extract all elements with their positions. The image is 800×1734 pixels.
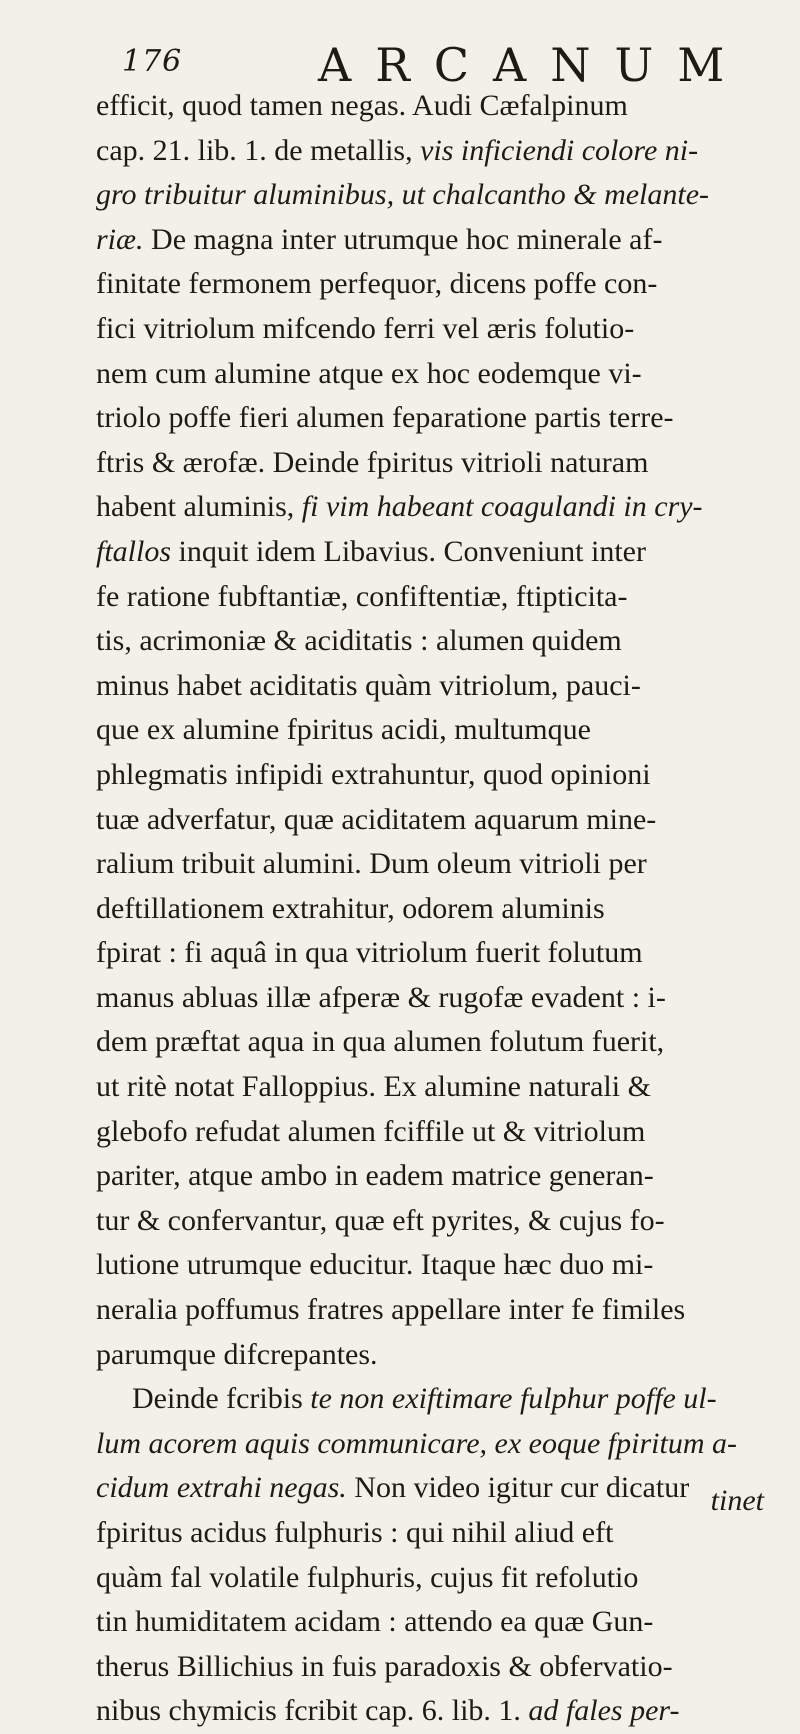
roman-text: neralia poffumus fratres appellare inter fe fimiles [96,1293,686,1327]
text-line [96,1333,778,1378]
roman-text: tin humiditatem acidam : attendo ea quæ Gun- [96,1605,654,1639]
catchword: tinet [710,1484,764,1517]
roman-text: manus abluas illæ afperæ & rugofæ evadent : i- [96,980,666,1014]
text-line [96,218,778,263]
text-line [96,1288,778,1333]
text-line [96,129,778,174]
text-line [96,1422,778,1467]
roman-text: finitate fermonem perfequor, dicens poffe con- [96,267,658,301]
italic-text: cidum extrahi negas. [96,1471,347,1505]
roman-text: tis, acrimoniæ & aciditatis : alumen quidem [96,624,622,658]
page-number: 176 [122,44,183,79]
roman-text: fici vitriolum mifcendo ferri vel æris folutio- [96,311,635,345]
text-line [96,84,778,129]
text-line [96,1110,778,1155]
text-line [96,485,778,530]
text-line [96,575,778,620]
text-line [96,1065,778,1110]
text-line [96,307,778,352]
roman-text: ralium tribuit alumini. Dum oleum vitrioli per [96,847,647,881]
running-head: ARCANUM [318,38,749,92]
roman-text: nem cum alumine atque ex hoc eodemque vi- [96,356,642,390]
text-line [96,352,778,397]
italic-text: gro tribuitur aluminibus, ut chalcantho & melante- [96,178,710,212]
roman-text: fpiritus acidus fulphuris : qui nihil aliud eft [96,1516,614,1549]
text-line [96,887,778,932]
roman-text: fpirat : fi aquâ in qua vitriolum fuerit folutum [96,936,643,970]
roman-text: inquit idem Libavius. Conveniunt inter [171,534,646,568]
roman-text: cap. 21. lib. 1. de metallis, [96,133,421,167]
text-line [96,1243,778,1288]
roman-text: triolo poffe fieri alumen feparatione partis terre- [96,401,674,435]
roman-text: ftris & ærofæ. Deinde fpiritus vitrioli naturam [96,445,649,479]
text-line [96,931,778,976]
text-line [96,1600,778,1645]
text-line [96,1511,778,1556]
text-line [96,530,778,575]
roman-text: ut ritè notat Falloppius. Ex alumine naturali & [96,1070,651,1104]
roman-text: therus Billichius in fuis paradoxis & obfervatio- [96,1649,673,1683]
roman-text: deftillationem extrahitur, odorem aluminis [96,891,605,925]
roman-text: glebofo refudat alumen fciffile ut & vitriolum [96,1114,646,1148]
roman-text: Deinde fcribis [132,1382,311,1416]
roman-text: minus habet aciditatis quàm vitriolum, pauci- [96,668,641,702]
text-line [96,396,778,441]
text-line [96,976,778,1021]
italic-text: ftallos [96,534,172,568]
text-line [96,753,778,798]
text-line [96,173,778,218]
italic-text: ad fales per- [528,1694,680,1728]
italic-text: lum acorem aquis communicare, ex eoque fpiritum a- [96,1426,737,1460]
text-line [96,1020,778,1065]
text-line [96,1154,778,1199]
roman-text: habent aluminis, [96,490,302,524]
roman-text: tur & confervantur, quæ eft pyrites, & cujus fo- [96,1203,665,1237]
text-line [96,1556,778,1601]
italic-text: te non exiftimare fulphur poffe ul- [310,1382,717,1416]
text-line [96,262,778,307]
text-line [96,441,778,486]
text-line [96,1466,778,1511]
text-line [96,1199,778,1244]
italic-text: vis inficiendi colore ni- [420,133,699,167]
text-line [96,1689,778,1734]
roman-text: De magna inter utrumque hoc minerale af- [143,222,663,256]
roman-text: phlegmatis infipidi extrahuntur, quod opinioni [96,757,651,791]
roman-text: quàm fal volatile fulphuris, cujus fit refolutio [96,1560,639,1594]
text-line [96,1645,778,1690]
text-line [96,798,778,843]
roman-text: tuæ adverfatur, quæ aciditatem aquarum mine- [96,802,657,836]
roman-text: efficit, quod tamen negas. Audi Cæfalpinum [96,89,628,122]
text-line [96,842,778,887]
text-line [96,664,778,709]
roman-text: pariter, atque ambo in eadem matrice generan- [96,1159,654,1193]
italic-text: riæ. [96,222,144,256]
roman-text: lutione utrumque educitur. Itaque hæc duo mi- [96,1248,654,1282]
roman-text: que ex alumine fpiritus acidi, multumque [96,713,591,747]
roman-text: fe ratione fubftantiæ, confiftentiæ, ftipticita- [96,579,628,613]
roman-text: dem præftat aqua in qua alumen folutum fuerit, [96,1025,665,1059]
text-line [96,708,778,753]
text-line [96,619,778,664]
body-text [96,84,778,1734]
roman-text: nibus chymicis fcribit cap. 6. lib. 1. [96,1694,529,1728]
roman-text: Non video igitur cur dicatur [346,1471,690,1505]
italic-text: fi vim habeant coagulandi in cry- [301,490,703,524]
roman-text: parumque difcrepantes. [96,1337,378,1371]
text-line [96,1377,778,1422]
